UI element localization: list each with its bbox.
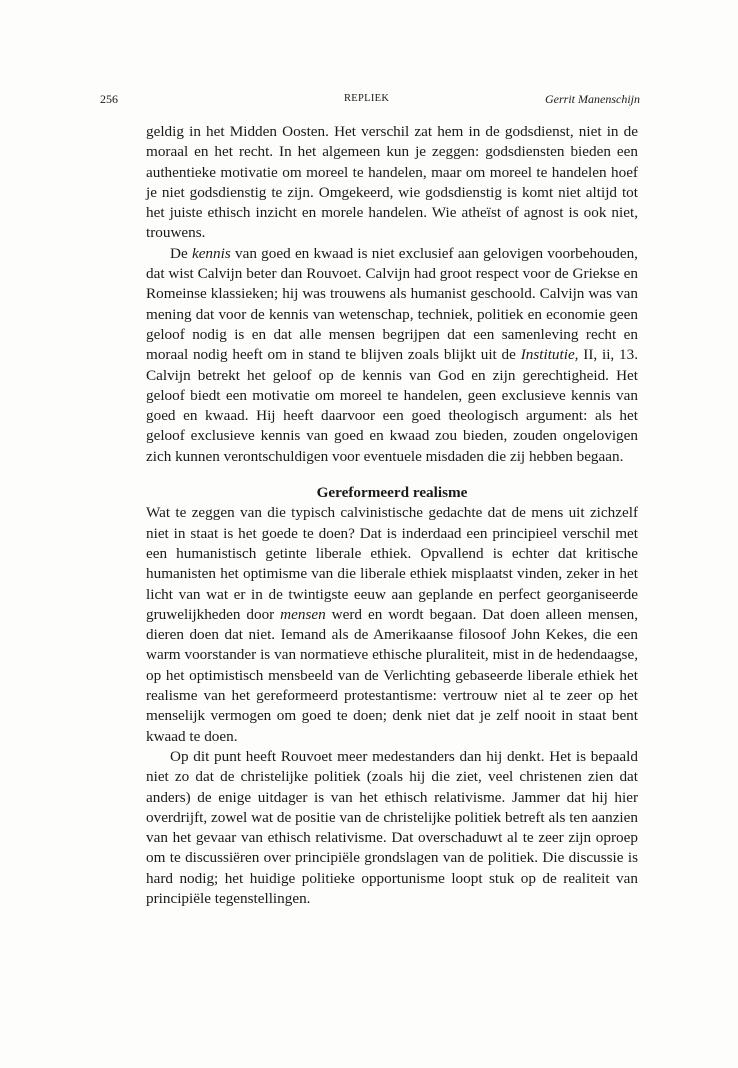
emphasis-mensen: mensen: [280, 605, 326, 623]
author-name: Gerrit Manenschijn: [545, 92, 640, 106]
paragraph-3-text-c: werd en wordt begaan. Dat doen alleen mensen, dieren doen dat niet. Iemand als de Amerikaanse filosoof John Kekes, die een warm voorstander is van normatieve ethische pluraliteit, mist in de hedendaagse, op het optimistisch mensbeeld van de Verlichting gebaseerde liberale ethiek het realisme van het gereformeerd protestantisme: vertrouw niet al te zeer op het menselijk vermogen om goed te doen; denk niet dat je zelf nooit in staat bent kwaad te doen.: [146, 605, 638, 745]
paragraph-2-text-e: II, ii, 13. Calvijn betrekt het geloof op de kennis van God en zijn gerechtigheid. Het geloof biedt een motivatie om moreel te handelen, geen exclusieve kennis van goed en kwaad. Hij heeft daarvoor een goed theologisch argument: als het geloof exclusieve kennis van goed en kwaad zou bieden, zouden ongelovigen zich kunnen verontschuldigen voor eventuele misdaden die zij hebben begaan.: [146, 346, 638, 465]
paragraph-4: Op dit punt heeft Rouvoet meer medestanders dan hij denkt. Het is bepaald niet zo dat de christelijke politiek (zoals hij die ziet, veel christenen zien dat anders) de enige uitdager is van het ethisch relativisme. Jammer dat hij hier overdrijft, zowel wat de positie van de christelijke politiek betreft als ten aanzien van het gevaar van ethisch relativisme. Dat overschaduwt al te zeer zijn oproep om te discussiëren over principiële grondslagen van de politiek. Die discussie is hard nodig; het huidige politieke opportunisme loopt stuk op de realiteit van principiële tegenstellingen.: [146, 747, 638, 907]
paragraph-2: [146, 244, 638, 467]
journal-title: REPLIEK: [344, 93, 390, 104]
paragraph-2-text-a: De: [170, 244, 192, 262]
article-body: [146, 122, 638, 909]
paragraph-3-text-a: Wat te zeggen van die typisch calvinistische gedachte dat de mens uit zichzelf niet in staat is het goede te doen? Dat is inderdaad een principieel verschil met een humanistisch getinte liberale ethiek. Opvallend is echter dat kritische humanisten het optimisme van die liberale ethiek misplaatst vinden, zeker in het licht van wat er in de twintigste eeuw aan geplande en perfect georganiseerde gruwelijkheden door: [146, 504, 638, 623]
emphasis-kennis: kennis: [191, 244, 231, 262]
paragraph-1: geldig in het Midden Oosten. Het verschil zat hem in de godsdienst, niet in de moraal en het recht. In het algemeen kun je zeggen: godsdiensten bieden een authentieke motivatie om moreel te handelen, maar om moreel te handelen hoef je niet godsdienstig te zijn. Omgekeerd, wie godsdienstig is komt niet altijd tot het juiste ethisch inzicht en morele handelen. Wie atheïst of agnost is ook niet, trouwens.: [146, 123, 638, 242]
emphasis-institutie: Institutie,: [520, 346, 579, 364]
paragraph-2-text-c: van goed en kwaad is niet exclusief aan gelovigen voorbehouden, dat wist Calvijn beter dan Rouvoet. Calvijn had groot respect voor de Griekse en Romeinse klassieken; hij was trouwens als humanist geschoold. Calvijn was van mening dat voor de kennis van wetenschap, techniek, politiek en economie geen geloof nodig is en dat alle mensen begrijpen dat een samenleving recht en moraal nodig heeft om in stand te blijven zoals blijkt uit de: [146, 244, 638, 364]
running-header: [100, 92, 640, 110]
paragraph-3: [146, 503, 638, 747]
section-heading: Gereformeerd realisme: [316, 484, 468, 502]
page-number: 256: [100, 92, 118, 106]
